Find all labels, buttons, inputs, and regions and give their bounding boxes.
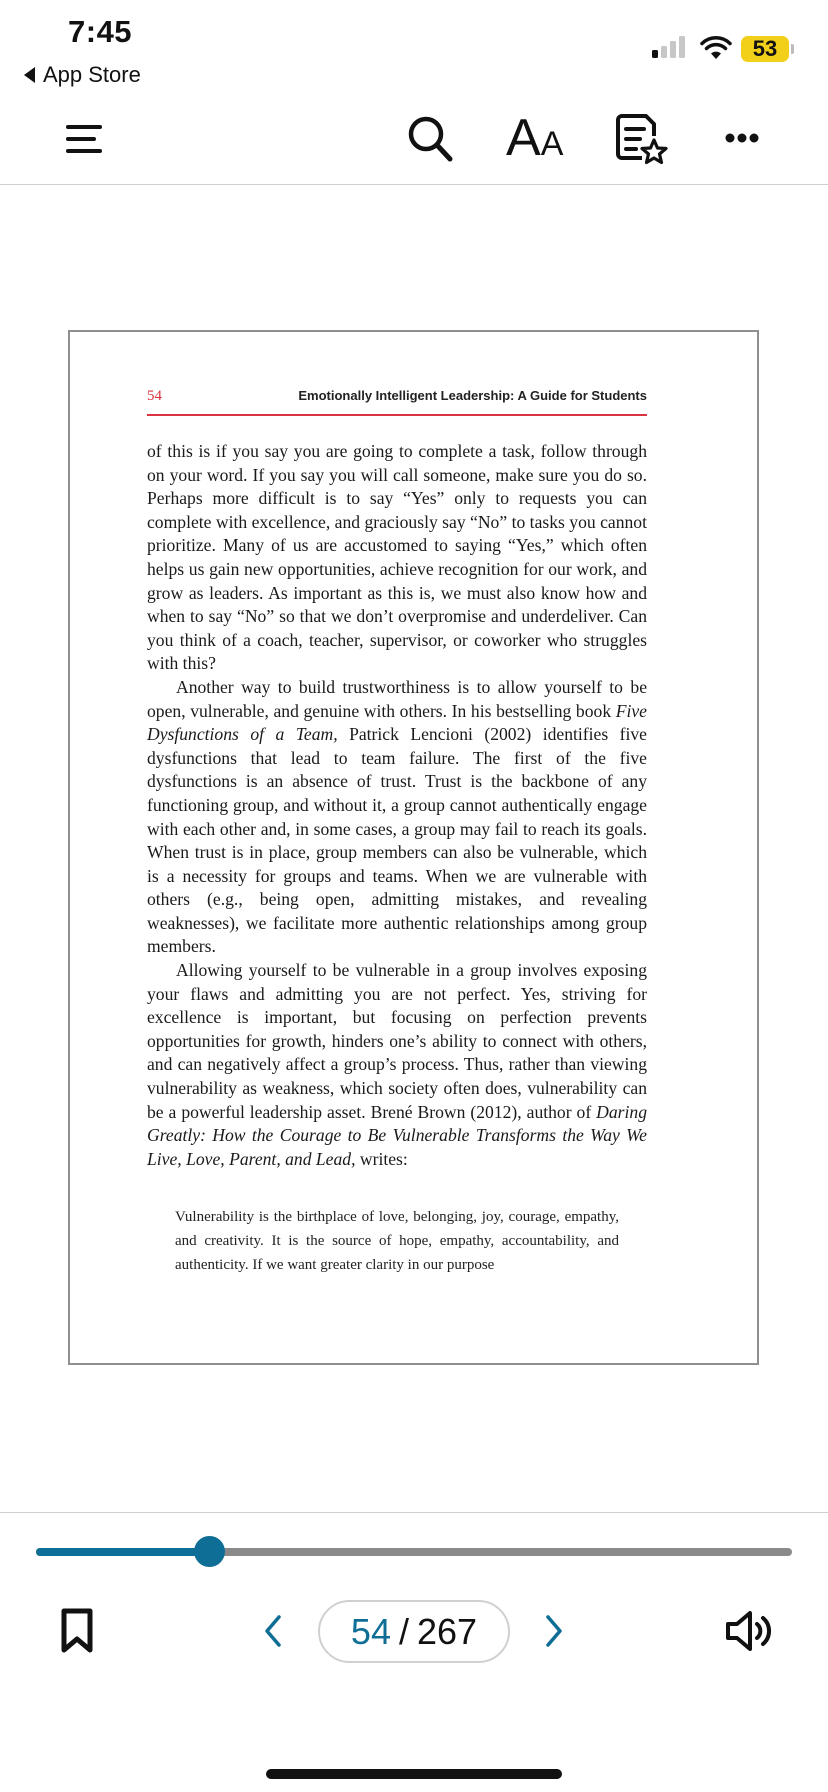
battery-indicator: 53: [741, 36, 789, 62]
back-arrow-icon: [24, 67, 35, 83]
back-to-app-store[interactable]: [24, 62, 141, 88]
status-time: 7:45: [68, 14, 133, 49]
battery-cap: [791, 44, 794, 54]
paragraph-2: Another way to build trustworthiness is to allow yourself to be open, vulnerable, and genuine with others. In his bestselling book Five Dysfunctions of a Team, Patrick Lencioni (2002) identifies five dysfunctions that lead to team failure. The first of the five dysfunctions is an absence of trust. Trust is the backbone of any functioning group, and without it, a group cannot authentically engage with each other and, in some cases, a group may fail to reach its goals. When trust is in place, group members can also be vulnerable, which is a necessity for groups and teams. When we are vulnerable with others (e.g., being open, admitting mistakes, and revealing weaknesses), we facilitate more authentic relationships among group members.: [147, 676, 647, 957]
home-indicator: [266, 1769, 562, 1779]
search-icon[interactable]: [406, 114, 454, 164]
chevron-left-icon[interactable]: [262, 1614, 284, 1648]
speaker-icon[interactable]: [724, 1608, 776, 1654]
ellipsis-icon[interactable]: [724, 132, 760, 144]
page-separator: /: [398, 1610, 409, 1652]
progress-thumb[interactable]: [194, 1536, 225, 1567]
text-size-button[interactable]: AA: [506, 109, 564, 167]
chevron-right-icon[interactable]: [543, 1614, 565, 1648]
block-quote: Vulnerability is the birthplace of love, belonging, joy, courage, empathy, and creativity. It is the source of hope, empathy, accountability, and authenticity. If we want greater clarity in our purpose: [175, 1209, 619, 1274]
bookmark-icon[interactable]: [60, 1608, 94, 1654]
page-indicator[interactable]: [318, 1600, 510, 1663]
notes-star-icon[interactable]: [612, 112, 668, 168]
progress-fill: [36, 1548, 210, 1556]
hamburger-menu-icon[interactable]: [64, 122, 104, 156]
cellular-signal-icon: [652, 36, 685, 58]
page-body: [147, 440, 647, 1171]
running-title: Emotionally Intelligent Leadership: A Guide for Students: [298, 388, 647, 403]
header-rule: [147, 414, 647, 416]
bottom-divider: [0, 1512, 828, 1513]
paragraph-1: of this is if you say you are going to complete a task, follow through on your word. If you say you will call someone, make sure you do so. Perhaps more difficult is to say “Yes” only to requests you can complete with excellence, and graciously say “No” to tasks you cannot prioritize. Many of us are accustomed to saying “Yes,” which often helps us gain new opportunities, achieve recognition for our work, and grow as leaders. As important as this is, we must also know how and when to say “No” so that we don’t overpromise and underdeliver. Can you think of a coach, teacher, supervisor, or coworker who struggles with this?: [147, 441, 647, 674]
total-pages: 267: [416, 1610, 478, 1652]
page-header: [147, 388, 647, 412]
book-page[interactable]: [68, 330, 759, 1365]
printed-page-number: 54: [147, 388, 162, 404]
wifi-icon: [700, 36, 732, 60]
paragraph-3: Allowing yourself to be vulnerable in a group involves exposing your flaws and admitting you are not perfect. Yes, striving for excellence is important, but focusing on perfection prevents opportunities for growth, hinders one’s ability to connect with others, and can negatively affect a group’s process. Thus, rather than viewing vulnerability as weakness, which society often does, vulnerability can be a powerful leadership asset. Brené Brown (2012), author of Daring Greatly: How the Courage to Be Vulnerable Transforms the Way We Live, Love, Parent, and Lead, writes:: [147, 960, 647, 1169]
current-page: 54: [350, 1610, 391, 1652]
toolbar-divider: [0, 184, 828, 185]
back-label: App Store: [43, 62, 141, 87]
